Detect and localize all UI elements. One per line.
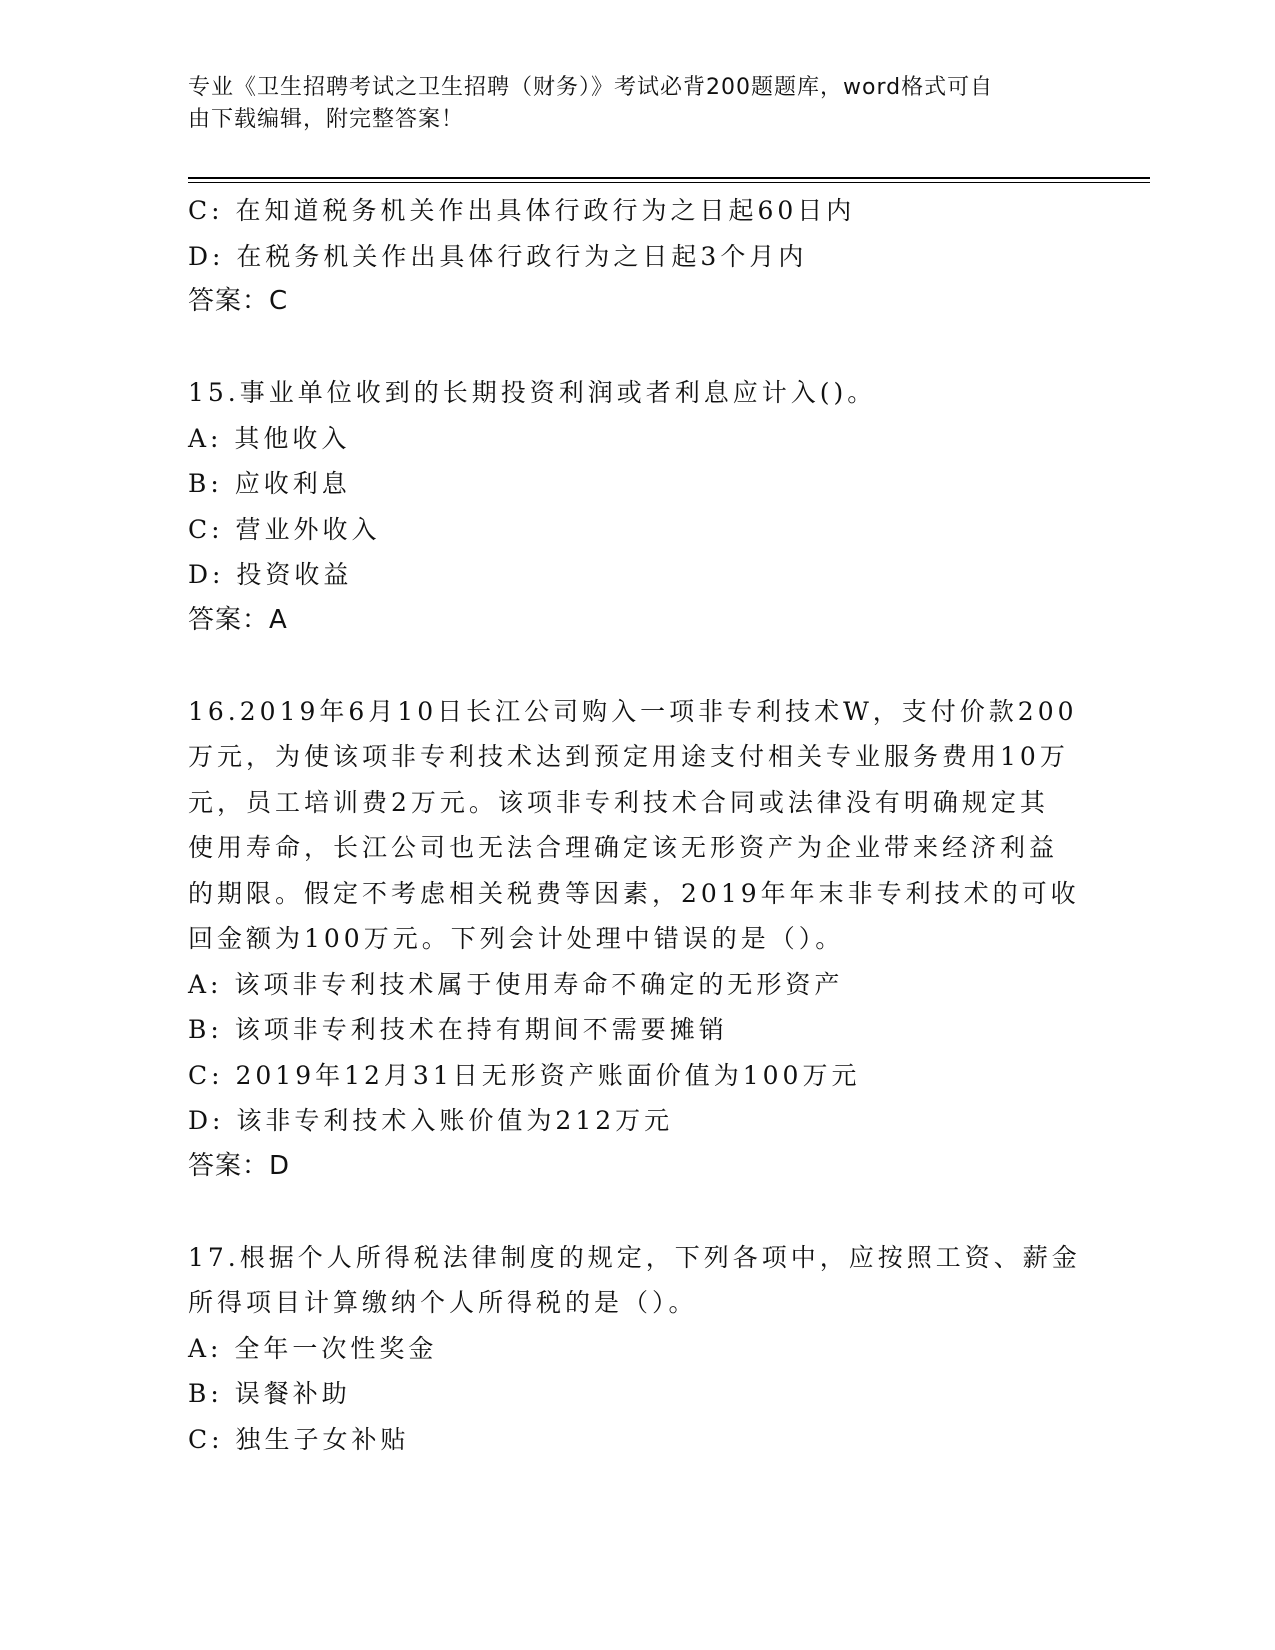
question-stem: 回金额为100万元。下列会计处理中错误的是（）。 <box>188 924 845 953</box>
question-14-tail <box>188 188 1088 325</box>
question-16 <box>188 689 1088 1190</box>
option-b: B: 该项非专利技术在持有期间不需要摊销 <box>188 1015 728 1044</box>
question-stem: 17.根据个人所得税法律制度的规定，下列各项中，应按照工资、薪金 <box>188 1242 1081 1272</box>
answer-line: 答案：C <box>188 286 289 316</box>
option-b: B: 误餐补助 <box>188 1379 351 1408</box>
option-d: D: 在税务机关作出具体行政行为之日起3个月内 <box>188 241 808 271</box>
page-header <box>188 72 1068 136</box>
option-a: A: 全年一次性奖金 <box>188 1333 438 1363</box>
option-c: C: 2019年12月31日无形资产账面价值为100万元 <box>188 1060 861 1090</box>
option-b: B: 应收利息 <box>188 469 351 498</box>
question-stem: 元，员工培训费2万元。该项非专利技术合同或法律没有明确规定其 <box>188 787 1049 817</box>
answer-line: 答案：A <box>188 604 288 635</box>
header-title-line-1: 专业《卫生招聘考试之卫生招聘（财务）》考试必背200题题库，word格式可自 <box>188 75 994 100</box>
header-divider <box>188 177 1150 179</box>
question-stem: 万元，为使该项非专利技术达到预定用途支付相关专业服务费用10万 <box>188 742 1069 771</box>
option-c: C: 在知道税务机关作出具体行政行为之日起60日内 <box>188 196 856 225</box>
option-c: C: 营业外收入 <box>188 514 381 544</box>
option-d: D: 投资收益 <box>188 560 353 589</box>
question-stem: 所得项目计算缴纳个人所得税的是（）。 <box>188 1288 698 1317</box>
question-stem: 15.事业单位收到的长期投资利润或者利息应计入()。 <box>188 378 877 407</box>
header-title-line-2: 由下载编辑，附完整答案！ <box>188 107 465 132</box>
question-17 <box>188 1235 1088 1463</box>
header-divider-thin <box>188 182 1150 183</box>
spacer <box>188 643 1088 689</box>
document-body <box>188 188 1088 1462</box>
option-a: A: 该项非专利技术属于使用寿命不确定的无形资产 <box>188 969 844 999</box>
spacer <box>188 325 1088 371</box>
option-c: C: 独生子女补贴 <box>188 1424 410 1454</box>
spacer <box>188 1189 1088 1235</box>
question-stem: 的期限。假定不考虑相关税费等因素，2019年年末非专利技术的可收 <box>188 878 1080 908</box>
option-a: A: 其他收入 <box>188 423 351 453</box>
answer-line: 答案：D <box>188 1150 291 1181</box>
question-stem: 16.2019年6月10日长江公司购入一项非专利技术W，支付价款200 <box>188 696 1078 726</box>
question-15 <box>188 370 1088 643</box>
question-stem: 使用寿命，长江公司也无法合理确定该无形资产为企业带来经济利益 <box>188 833 1059 862</box>
option-d: D: 该非专利技术入账价值为212万元 <box>188 1106 674 1135</box>
